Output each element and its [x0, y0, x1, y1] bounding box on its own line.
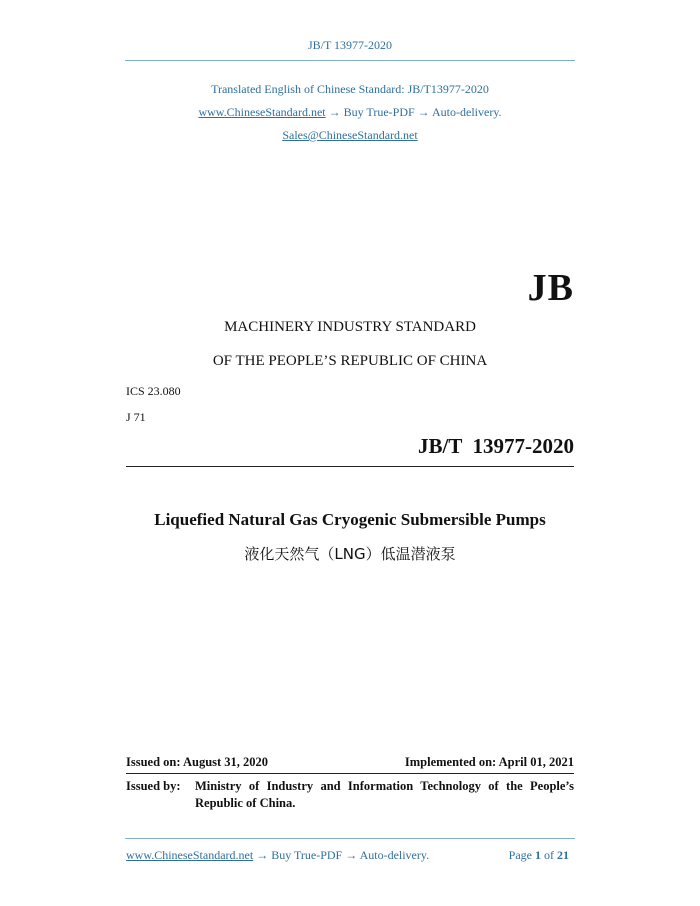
- promo-site-link[interactable]: www.ChineseStandard.net: [198, 105, 326, 119]
- ccs-code: J 71: [126, 410, 146, 424]
- standard-number: JB/T 13977-2020: [418, 434, 574, 458]
- page-word: Page: [508, 848, 532, 862]
- title-chinese: 液化天然气（LNG）低温潜液泵: [244, 545, 456, 563]
- footer-site-link[interactable]: www.ChineseStandard.net: [126, 848, 254, 862]
- issuer-name-line2: Republic of China.: [195, 796, 296, 810]
- promo-line: Translated English of Chinese Standard: JB/T13977-2020: [211, 82, 489, 96]
- standard-type-line1: MACHINERY INDUSTRY STANDARD: [224, 319, 476, 335]
- promo-buy-line: [0, 105, 700, 120]
- title-english: Liquefied Natural Gas Cryogenic Submersible Pumps: [154, 510, 546, 529]
- page-current: 1: [535, 848, 541, 862]
- promo-email-link[interactable]: Sales@ChineseStandard.net: [282, 128, 418, 142]
- footer-buy-line: [126, 848, 429, 863]
- dates-divider: [126, 773, 574, 774]
- page-of: of: [544, 848, 554, 862]
- promo-email-row: [0, 128, 700, 143]
- header-standard-code: JB/T 13977-2020: [307, 38, 393, 52]
- page-indicator: [440, 848, 569, 863]
- promo-buy-text: → Buy True-PDF → Auto-delivery.: [325, 105, 502, 119]
- implemented-on-date: Implemented on: April 01, 2021: [404, 755, 574, 769]
- number-divider: [126, 466, 574, 467]
- footer-buy-text: → Buy True-PDF → Auto-delivery.: [253, 848, 430, 862]
- issued-on-date: Issued on: August 31, 2020: [126, 755, 269, 769]
- issuer-name-line1: Ministry of Industry and Information Technology of the People’s: [195, 779, 574, 793]
- jb-logo: JB: [527, 267, 574, 309]
- header-divider: [125, 60, 575, 61]
- issuer-label: Issued by:: [126, 779, 181, 793]
- ics-code: ICS 23.080: [126, 384, 181, 398]
- page-total: 21: [557, 848, 569, 862]
- footer-divider: [125, 838, 575, 839]
- standard-type-line2: OF THE PEOPLE’S REPUBLIC OF CHINA: [212, 353, 488, 369]
